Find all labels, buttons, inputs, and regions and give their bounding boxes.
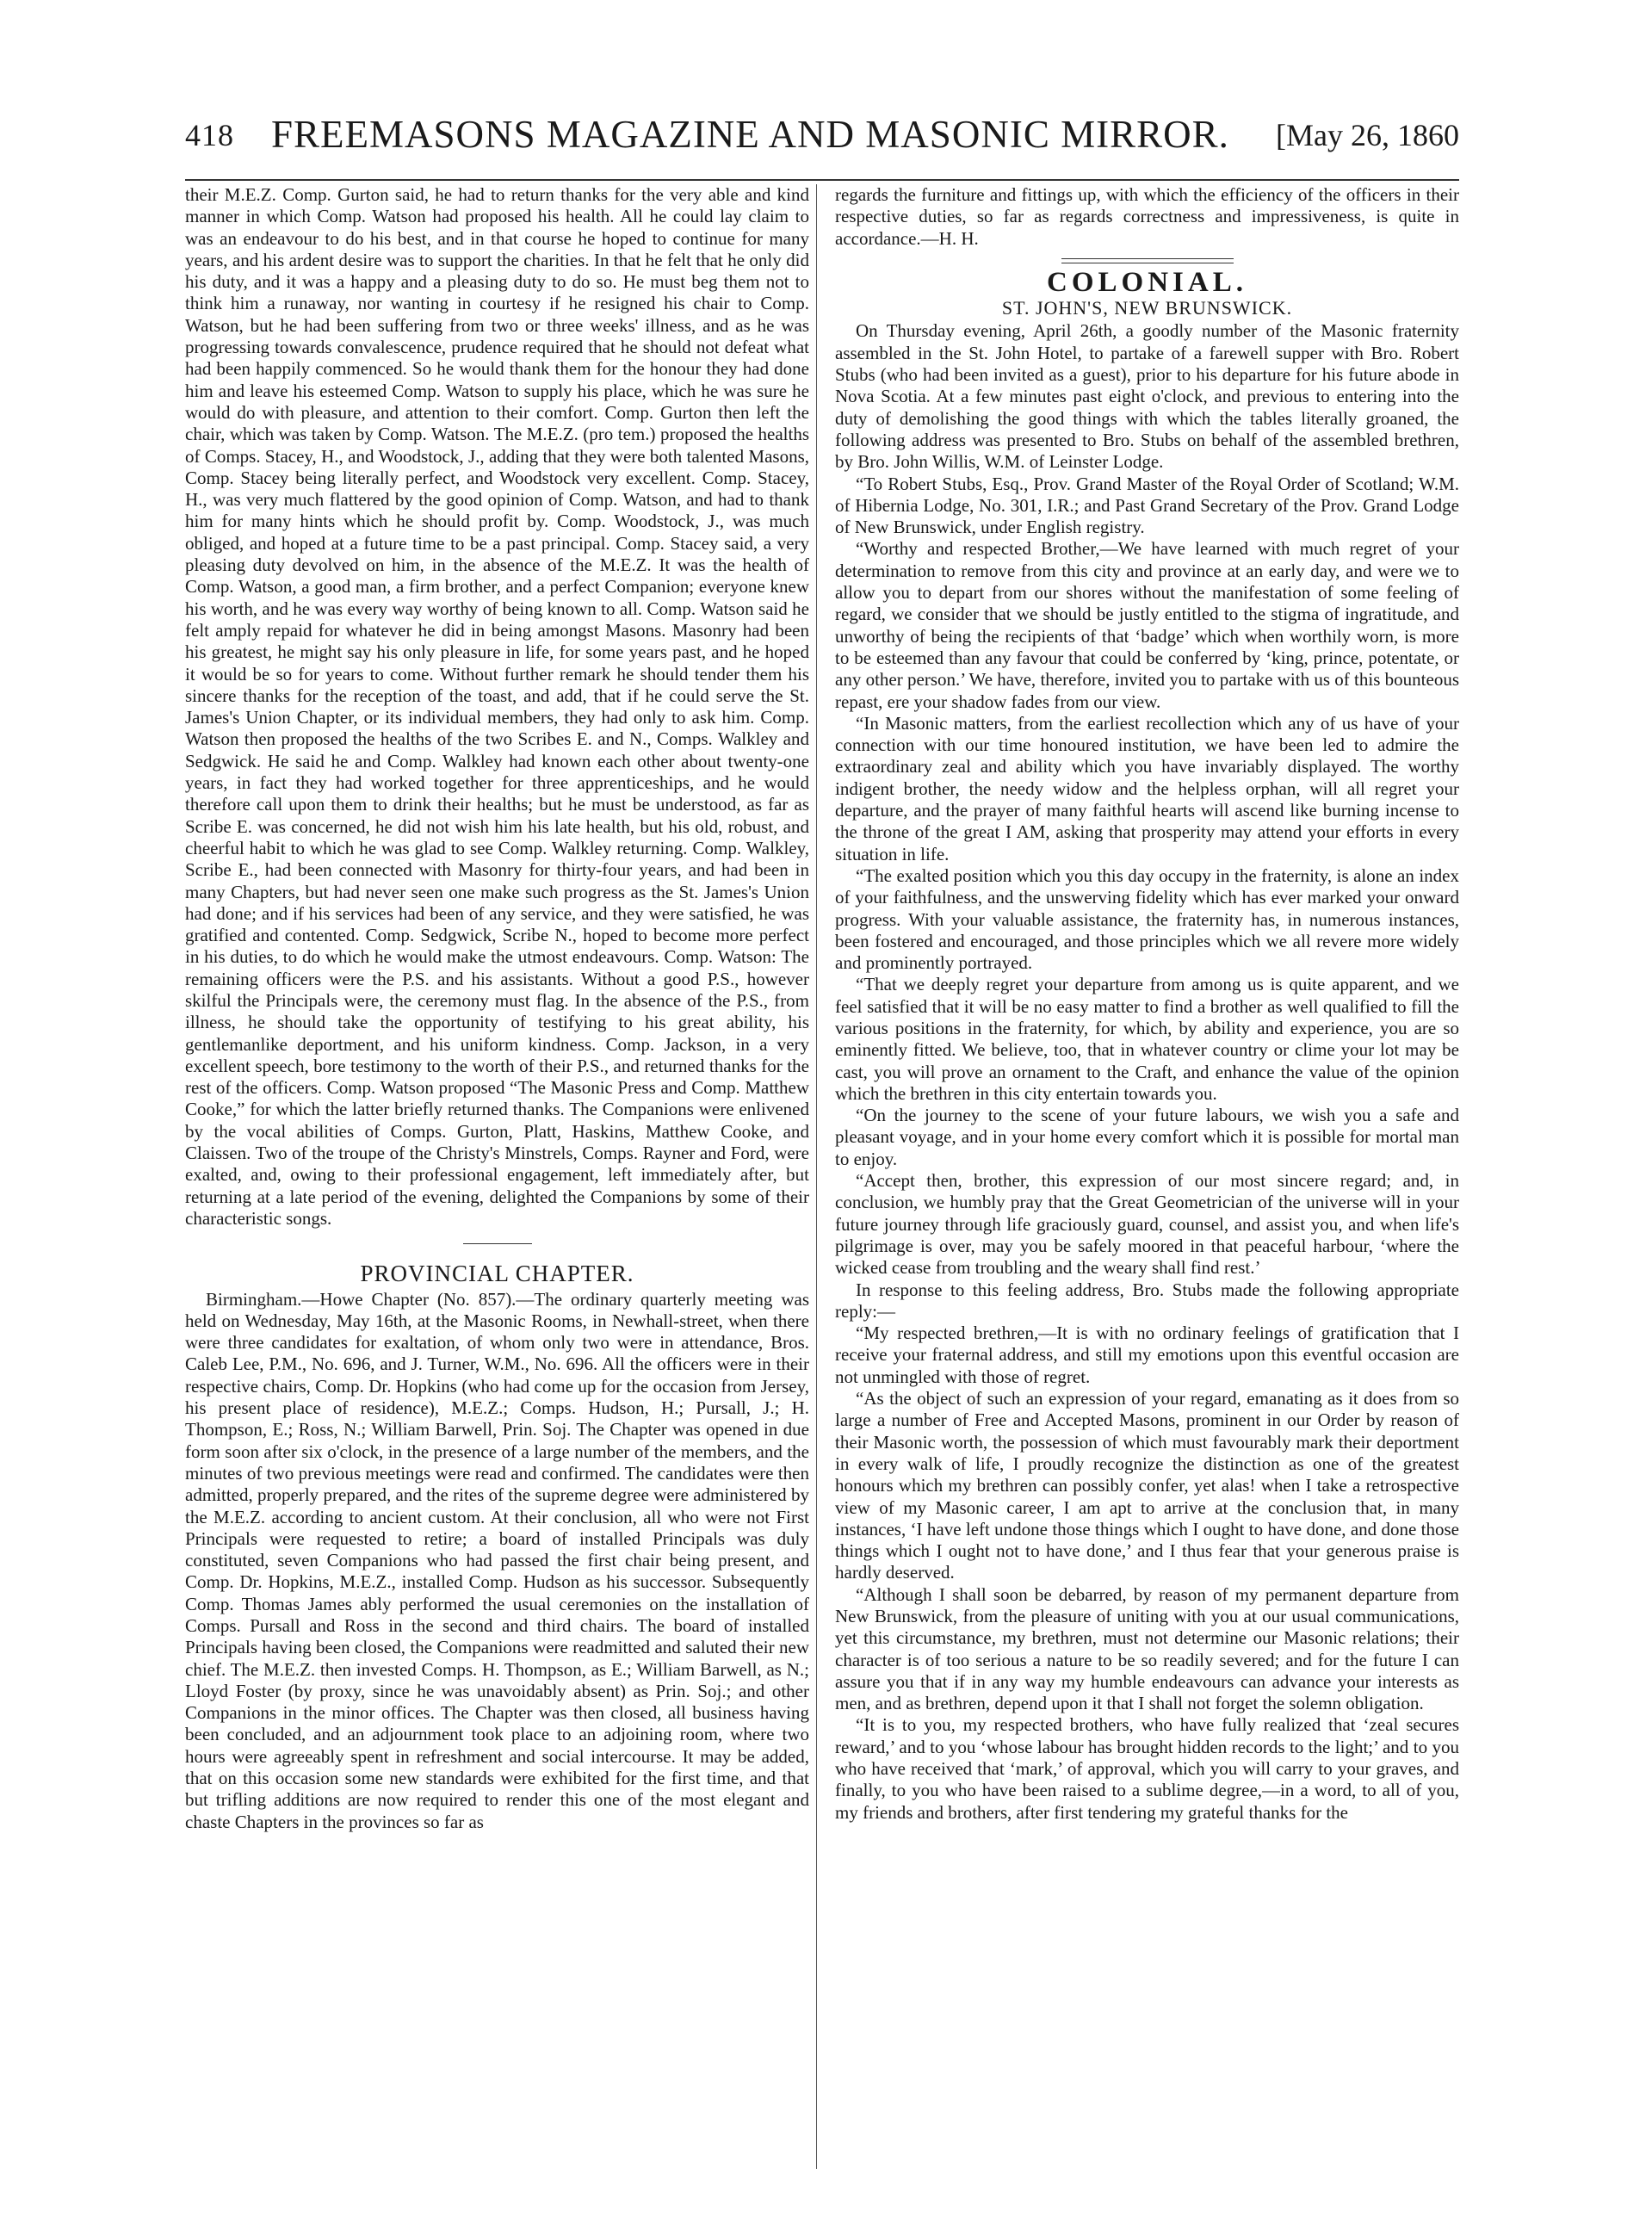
header-rule [185, 179, 1459, 181]
section-divider [463, 1243, 532, 1244]
article-paragraph: “That we deeply regret your departure from among us is quite apparent, and we feel satisfied that it will be no easy matter to find a brother as well qualified to fill the various positions in the fraternity, for which, by ability and experience, you are so eminently fitted. We believe, too, that in whatever country or clime your lot may be cast, you will prove an ornament to the Craft, and enhance the value of the opinion which the brethren in this city entertain towards you. [835, 974, 1459, 1104]
right-column [835, 184, 1459, 1824]
article-paragraph: “To Robert Stubs, Esq., Prov. Grand Master of the Royal Order of Scotland; W.M. of Hibernia Lodge, No. 301, I.R.; and Past Grand Secretary of the Prov. Grand Lodge of New Brunswick, under English registry. [835, 473, 1459, 538]
article-paragraph: “As the object of such an expression of your regard, emanating as it does from so large a number of Free and Accepted Masons, prominent in our Order by reason of their Masonic worth, the possession of which must favourably mark their deportment in every walk of life, I proudly recognize the distinction as one of the greatest honours which my brethren can possibly confer, yet alas! when I take a retrospective view of my Masonic career, I am apt to arrive at the conclusion that, in many instances, ‘I have left undone those things which I ought to have done, and done those things which I ought not to have done,’ and I thus fear that your generous praise is hardly deserved. [835, 1388, 1459, 1583]
left-column [185, 184, 809, 1833]
st-johns-subheading: ST. JOHN'S, NEW BRUNSWICK. [1001, 297, 1293, 319]
provincial-chapter-text: Birmingham.—Howe Chapter (No. 857).—The ordinary quarterly meeting was held on Wednesday, May 16th, at the Masonic Rooms, in Newhall-street, when there were three candidates for exaltation, of whom only two were in attendance, Bros. Caleb Lee, P.M., No. 696, and J. Turner, W.M., No. 696. All the officers were in their respective chairs, Comp. Dr. Hopkins (who had come up for the occasion from Jersey, his present place of residence), M.E.Z.; Comps. Hudson, H.; Pursall, J.; H. Thompson, E.; Ross, N.; William Barwell, Prin. Soj. The Chapter was opened in due form soon after six o'clock, in the presence of a large number of the members, and the minutes of two previous meetings were read and confirmed. The candidates were then admitted, properly prepared, and the rites of the supreme degree were administered by the M.E.Z. according to ancient custom. At their conclusion, all who were not First Principals were requested to retire; a board of installed Principals was duly constituted, seven Companions who had passed the first chair being present, and Comp. Dr. Hopkins, M.E.Z., installed Comp. Hudson as his successor. Subsequently Comp. Thomas James ably performed the usual ceremonies on the installation of Comps. Pursall and Ross in the second and third chairs. The board of installed Principals having been closed, the Companions were readmitted and saluted their new chief. The M.E.Z. then invested Comps. H. Thompson, as E.; William Barwell, as N.; Lloyd Foster (by proxy, since he was unavoidably absent) as Prin. Soj.; and other Companions in the minor offices. The Chapter was then closed, all business having been concluded, and an adjournment took place to an adjoining room, where two hours were agreeably spent in refreshment and social intercourse. It may be added, that on this occasion some new standards were exhibited for the first time, and that but trifling additions are now required to render this one of the most elegant and chaste Chapters in the provinces so far as [185, 1288, 809, 1832]
article-paragraph: In response to this feeling address, Bro. Stubs made the following appropriate reply:— [835, 1279, 1459, 1322]
article-paragraph: “The exalted position which you this day occupy in the fraternity, is alone an index of your faithfulness, and the unswerving fidelity which has ever marked your onward progress. With your valuable assistance, the fraternity has, in numerous instances, been fostered and encouraged, and those principles which we all revere more widely and prominently portrayed. [835, 864, 1459, 974]
provincial-chapter-heading: PROVINCIAL CHAPTER. [360, 1261, 634, 1287]
colonial-heading: COLONIAL. [1047, 266, 1247, 298]
article-paragraph: “Accept then, brother, this expression of our most sincere regard; and, in conclusion, we humbly pray that the Great Geometrician of the universe will in your future journey through life graciously guard, counsel, and assist you, and when life's pilgrimage is over, may you be safely moored in that peaceful harbour, ‘where the wicked cease from troubling and the weary shall find rest.’ [835, 1170, 1459, 1279]
article-paragraph: “My respected brethren,—It is with no ordinary feelings of gratification that I receive your fraternal address, and still my emotions upon this eventful occasion are not unmingled with those of regret. [835, 1323, 1459, 1387]
double-rule-divider [1061, 258, 1234, 263]
article-paragraph: “Although I shall soon be debarred, by reason of my permanent departure from New Brunswick, from the pleasure of uniting with you at our usual communications, yet this circumstance, my brethren, must not determine our Masonic relations; their character is of too serious a nature to be so readily severed; and for the future I can assure you that if in any way my humble endeavours can advance your interests as men, and as brethren, depend upon it that I shall not forget the solemn obligation. [835, 1583, 1459, 1714]
issue-date: [May 26, 1860 [1276, 118, 1459, 152]
page-number: 418 [185, 118, 234, 152]
article-paragraph: “On the journey to the scene of your future labours, we wish you a safe and pleasant voyage, and in your home every comfort which it is possible for mortal man to enjoy. [835, 1105, 1459, 1169]
report-continuation: regards the furniture and fittings up, with which the efficiency of the officers in their respective duties, so far as regards correctness and impressiveness, is quite in accordance.—H. H. [835, 184, 1459, 249]
article-paragraph: On Thursday evening, April 26th, a goodly number of the Masonic fraternity assembled in the St. John Hotel, to partake of a farewell supper with Bro. Robert Stubs (who had been invited as a guest), prior to his departure for his future abode in Nova Scotia. At a few minutes past eight o'clock, and previous to entering into the duty of demolishing the good things with which the tables literally groaned, the following address was presented to Bro. Stubs on behalf of the assembled brethren, by Bro. John Willis, W.M. of Leinster Lodge. [835, 320, 1459, 473]
colonial-article [835, 320, 1459, 1823]
chapter-report-continuation: their M.E.Z. Comp. Gurton said, he had to return thanks for the very able and kind manner in which Comp. Watson had proposed his health. All he could lay claim to was an endeavour to do his best, and in that course he hoped to continue for many years, and his ardent desire was to support the charities. In that he felt that he only did his duty, and it was a happy and a pleasing duty to do so. He must beg them not to think him a runaway, nor wanting in courtesy if he resigned his chair to Comp. Watson, but he had been suffering from two or three weeks' illness, and as he was progressing towards convalescence, prudence required that he should not defeat what had been happily commenced. So he would thank them for the honour they had done him and leave his esteemed Comp. Watson to supply his place, which he was sure he would do with pleasure, and attention to their comfort. Comp. Gurton then left the chair, which was taken by Comp. Watson. The M.E.Z. (pro tem.) proposed the healths of Comps. Stacey, H., and Woodstock, J., adding that they were both talented Masons, Comp. Stacey being literally perfect, and Woodstock very excellent. Comp. Stacey, H., was very much flattered by the good opinion of Comp. Watson, and had to thank him for many hints which he should profit by. Comp. Woodstock, J., was much obliged, and hoped at a future time to be a past principal. Comp. Stacey said, a very pleasing duty devolved on him, in the absence of the M.E.Z. It was the health of Comp. Watson, a good man, a firm brother, and a perfect Companion; everyone knew his worth, and he was every way worthy of being known to all. Comp. Watson said he felt amply repaid for whatever he did in being amongst Masons. Masonry had been his greatest, he might say his only pleasure in life, for some years past, and he hoped it would be so for years to come. Without further remark he should tender them his sincere thanks for the reception of the toast, and add, that if he could serve the St. James's Union Chapter, or its individual members, they had only to ask him. Comp. Watson then proposed the healths of the two Scribes E. and N., Comps. Walkley and Sedgwick. He said he and Comp. Walkley had known each other about twenty-one years, in fact they had worked together for three apprenticeships, and he would therefore call upon them to drink their healths; but he must be understood, as far as Scribe E. was concerned, he did not wish him his late health, but his old, robust, and cheerful habit to which he was glad to see Comp. Walkley returning. Comp. Walkley, Scribe E., had been connected with Masonry for thirty-four years, and had been in many Chapters, but had never seen one make such progress as the St. James's Union had done; and if his services had been of any service, and they were satisfied, he was gratified and contented. Comp. Sedgwick, Scribe N., hoped to become more perfect in his duties, to do which he would make the utmost endeavours. Comp. Watson: The remaining officers were the P.S. and his assistants. Without a good P.S., however skilful the Principals were, the ceremony must flag. In the absence of the P.S., from illness, he should take the opportunity of testifying to his great ability, his gentlemanlike deportment, and his uniform kindness. Comp. Jackson, in a very excellent speech, bore testimony to the worth of their P.S., and returned thanks for the rest of the officers. Comp. Watson proposed “The Masonic Press and Comp. Matthew Cooke,” for which the latter briefly returned thanks. The Companions were enlivened by the vocal abilities of Comps. Gurton, Platt, Haskins, Matthew Cooke, and Claissen. Two of the troupe of the Christy's Minstrels, Comps. Rayner and Ford, were exalted, and, owing to their professional engagement, left immediately after, but returning at a late period of the evening, delighted the Companions by some of their characteristic songs. [185, 184, 809, 1229]
article-paragraph: “It is to you, my respected brothers, who have fully realized that ‘zeal secures reward,’ and to you ‘whose labour has brought hidden records to the light;’ and to you who have received that ‘mark,’ of approval, which you will carry to your graves, and finally, to you who have been raised to a sublime degree,—in a word, to all of you, my friends and brothers, after first tendering my grateful thanks for the [835, 1714, 1459, 1823]
article-paragraph: “Worthy and respected Brother,—We have learned with much regret of your determination to remove from this city and province at an early day, and were we to allow you to depart from our shores without the manifestation of some feeling of regard, we consider that we should be justly entitled to the stigma of ingratitude, and unworthy of being the recipients of that ‘badge’ which when worthily worn, is more to be esteemed than any favour that could be conferred by ‘king, prince, potentate, or any other person.’ We have, therefore, invited you to partake with us of this bounteous repast, ere your shadow fades from our view. [835, 538, 1459, 712]
column-rule [816, 184, 817, 2169]
page-header [185, 112, 1459, 160]
article-paragraph: “In Masonic matters, from the earliest recollection which any of us have of your connection with our time honoured institution, we have been led to admire the extraordinary zeal and ability which you have invariably displayed. The worthy indigent brother, the needy widow and the helpless orphan, will all regret your departure, and the prayer of many faithful hearts will ascend like burning incense to the throne of the great I AM, asking that prosperity may attend your efforts in every situation in life. [835, 712, 1459, 864]
masthead-title: FREEMASONS MAGAZINE AND MASONIC MIRROR. [271, 113, 1229, 156]
